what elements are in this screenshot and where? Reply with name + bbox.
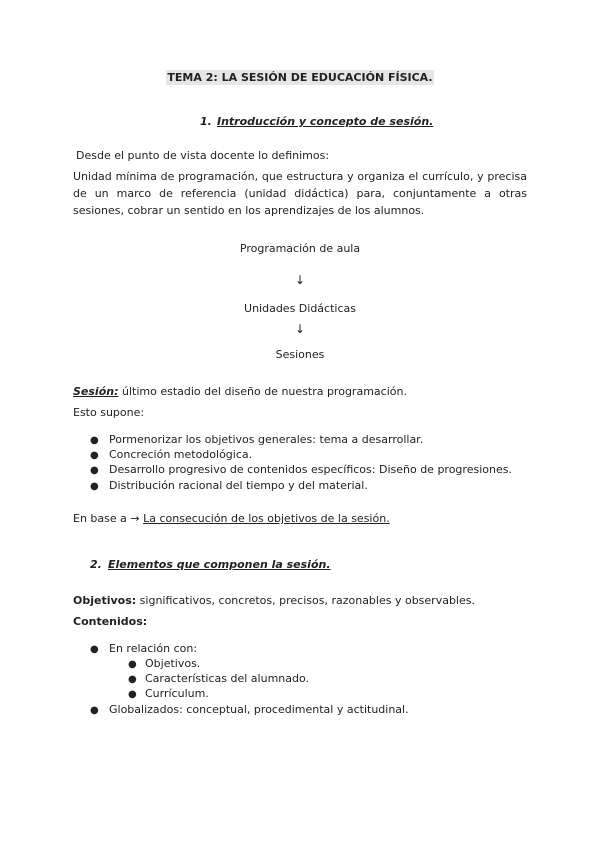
hierarchy-level-3: Sesiones — [275, 348, 325, 361]
sub-list-item — [128, 687, 209, 700]
list-item-text: Pormenorizar los objetivos generales: tema a desarrollar. — [109, 433, 424, 446]
section-1-number: 1. — [200, 115, 212, 128]
definition-paragraph: Unidad mínima de programación, que estructura y organiza el currículo, y precisa de un marco de referencia (unidad didáctica) para, conjuntamente a otras sesiones, cobrar un sentido en los aprendizajes de los alumnos. — [73, 170, 527, 217]
sub-list-item — [128, 657, 200, 670]
list-item — [90, 479, 368, 492]
objetivos-text: significativos, concretos, precisos, razonables y observables. — [136, 594, 475, 607]
section-2-heading — [90, 558, 331, 571]
bullet-icon: ● — [90, 705, 99, 716]
list-item — [90, 463, 512, 476]
list-item — [90, 642, 197, 655]
supone-line: Esto supone: — [73, 406, 145, 419]
list-item — [90, 448, 252, 461]
section-2-title: Elementos que componen la sesión. — [108, 558, 331, 571]
list-item-text: En relación con: — [109, 642, 198, 655]
section-1-title: Introducción y concepto de sesión. — [217, 115, 434, 128]
sesion-text: último estadio del diseño de nuestra programación. — [118, 385, 407, 398]
objetivos-line — [73, 594, 475, 607]
list-item — [90, 703, 409, 716]
document-title — [0, 71, 600, 84]
title-text: TEMA 2: LA SESIÓN DE EDUCACIÓN FÍSICA. — [167, 71, 433, 84]
objetivos-label: Objetivos: — [73, 594, 137, 607]
list-item-text: Desarrollo progresivo de contenidos específicos: Diseño de progresiones. — [109, 463, 512, 476]
bullet-icon: ● — [128, 659, 137, 670]
bullet-icon: ● — [90, 450, 99, 461]
bullet-icon: ● — [90, 435, 99, 446]
list-item — [90, 433, 423, 446]
list-item-text: Currículum. — [145, 687, 209, 700]
bullet-icon: ● — [128, 674, 137, 685]
list-item-text: Características del alumnado. — [145, 672, 310, 685]
down-arrow-icon: ↓ — [294, 273, 306, 287]
bullet-icon: ● — [90, 481, 99, 492]
hierarchy-level-2: Unidades Didácticas — [244, 302, 356, 315]
hierarchy-level-1: Programación de aula — [239, 242, 361, 255]
bullet-icon: ● — [128, 689, 137, 700]
list-item-text: Distribución racional del tiempo y del material. — [109, 479, 368, 492]
list-item-text: Objetivos. — [145, 657, 201, 670]
down-arrow-icon: ↓ — [294, 322, 306, 336]
intro-line: Desde el punto de vista docente lo definimos: — [76, 149, 330, 162]
sesion-definition — [73, 385, 407, 398]
section-1-heading — [200, 115, 433, 128]
bullet-icon: ● — [90, 644, 99, 655]
section-2-number: 2. — [90, 558, 102, 571]
en-base-underlined: La consecución de los objetivos de la sesión. — [143, 512, 390, 525]
en-base-line — [73, 512, 390, 525]
sesion-term: Sesión: — [73, 385, 119, 398]
contenidos-label: Contenidos: — [73, 615, 148, 628]
sub-list-item — [128, 672, 309, 685]
list-item-text: Globalizados: conceptual, procedimental y actitudinal. — [109, 703, 409, 716]
list-item-text: Concreción metodológica. — [109, 448, 253, 461]
en-base-prefix: En base a → — [73, 512, 140, 525]
bullet-icon: ● — [90, 465, 99, 476]
